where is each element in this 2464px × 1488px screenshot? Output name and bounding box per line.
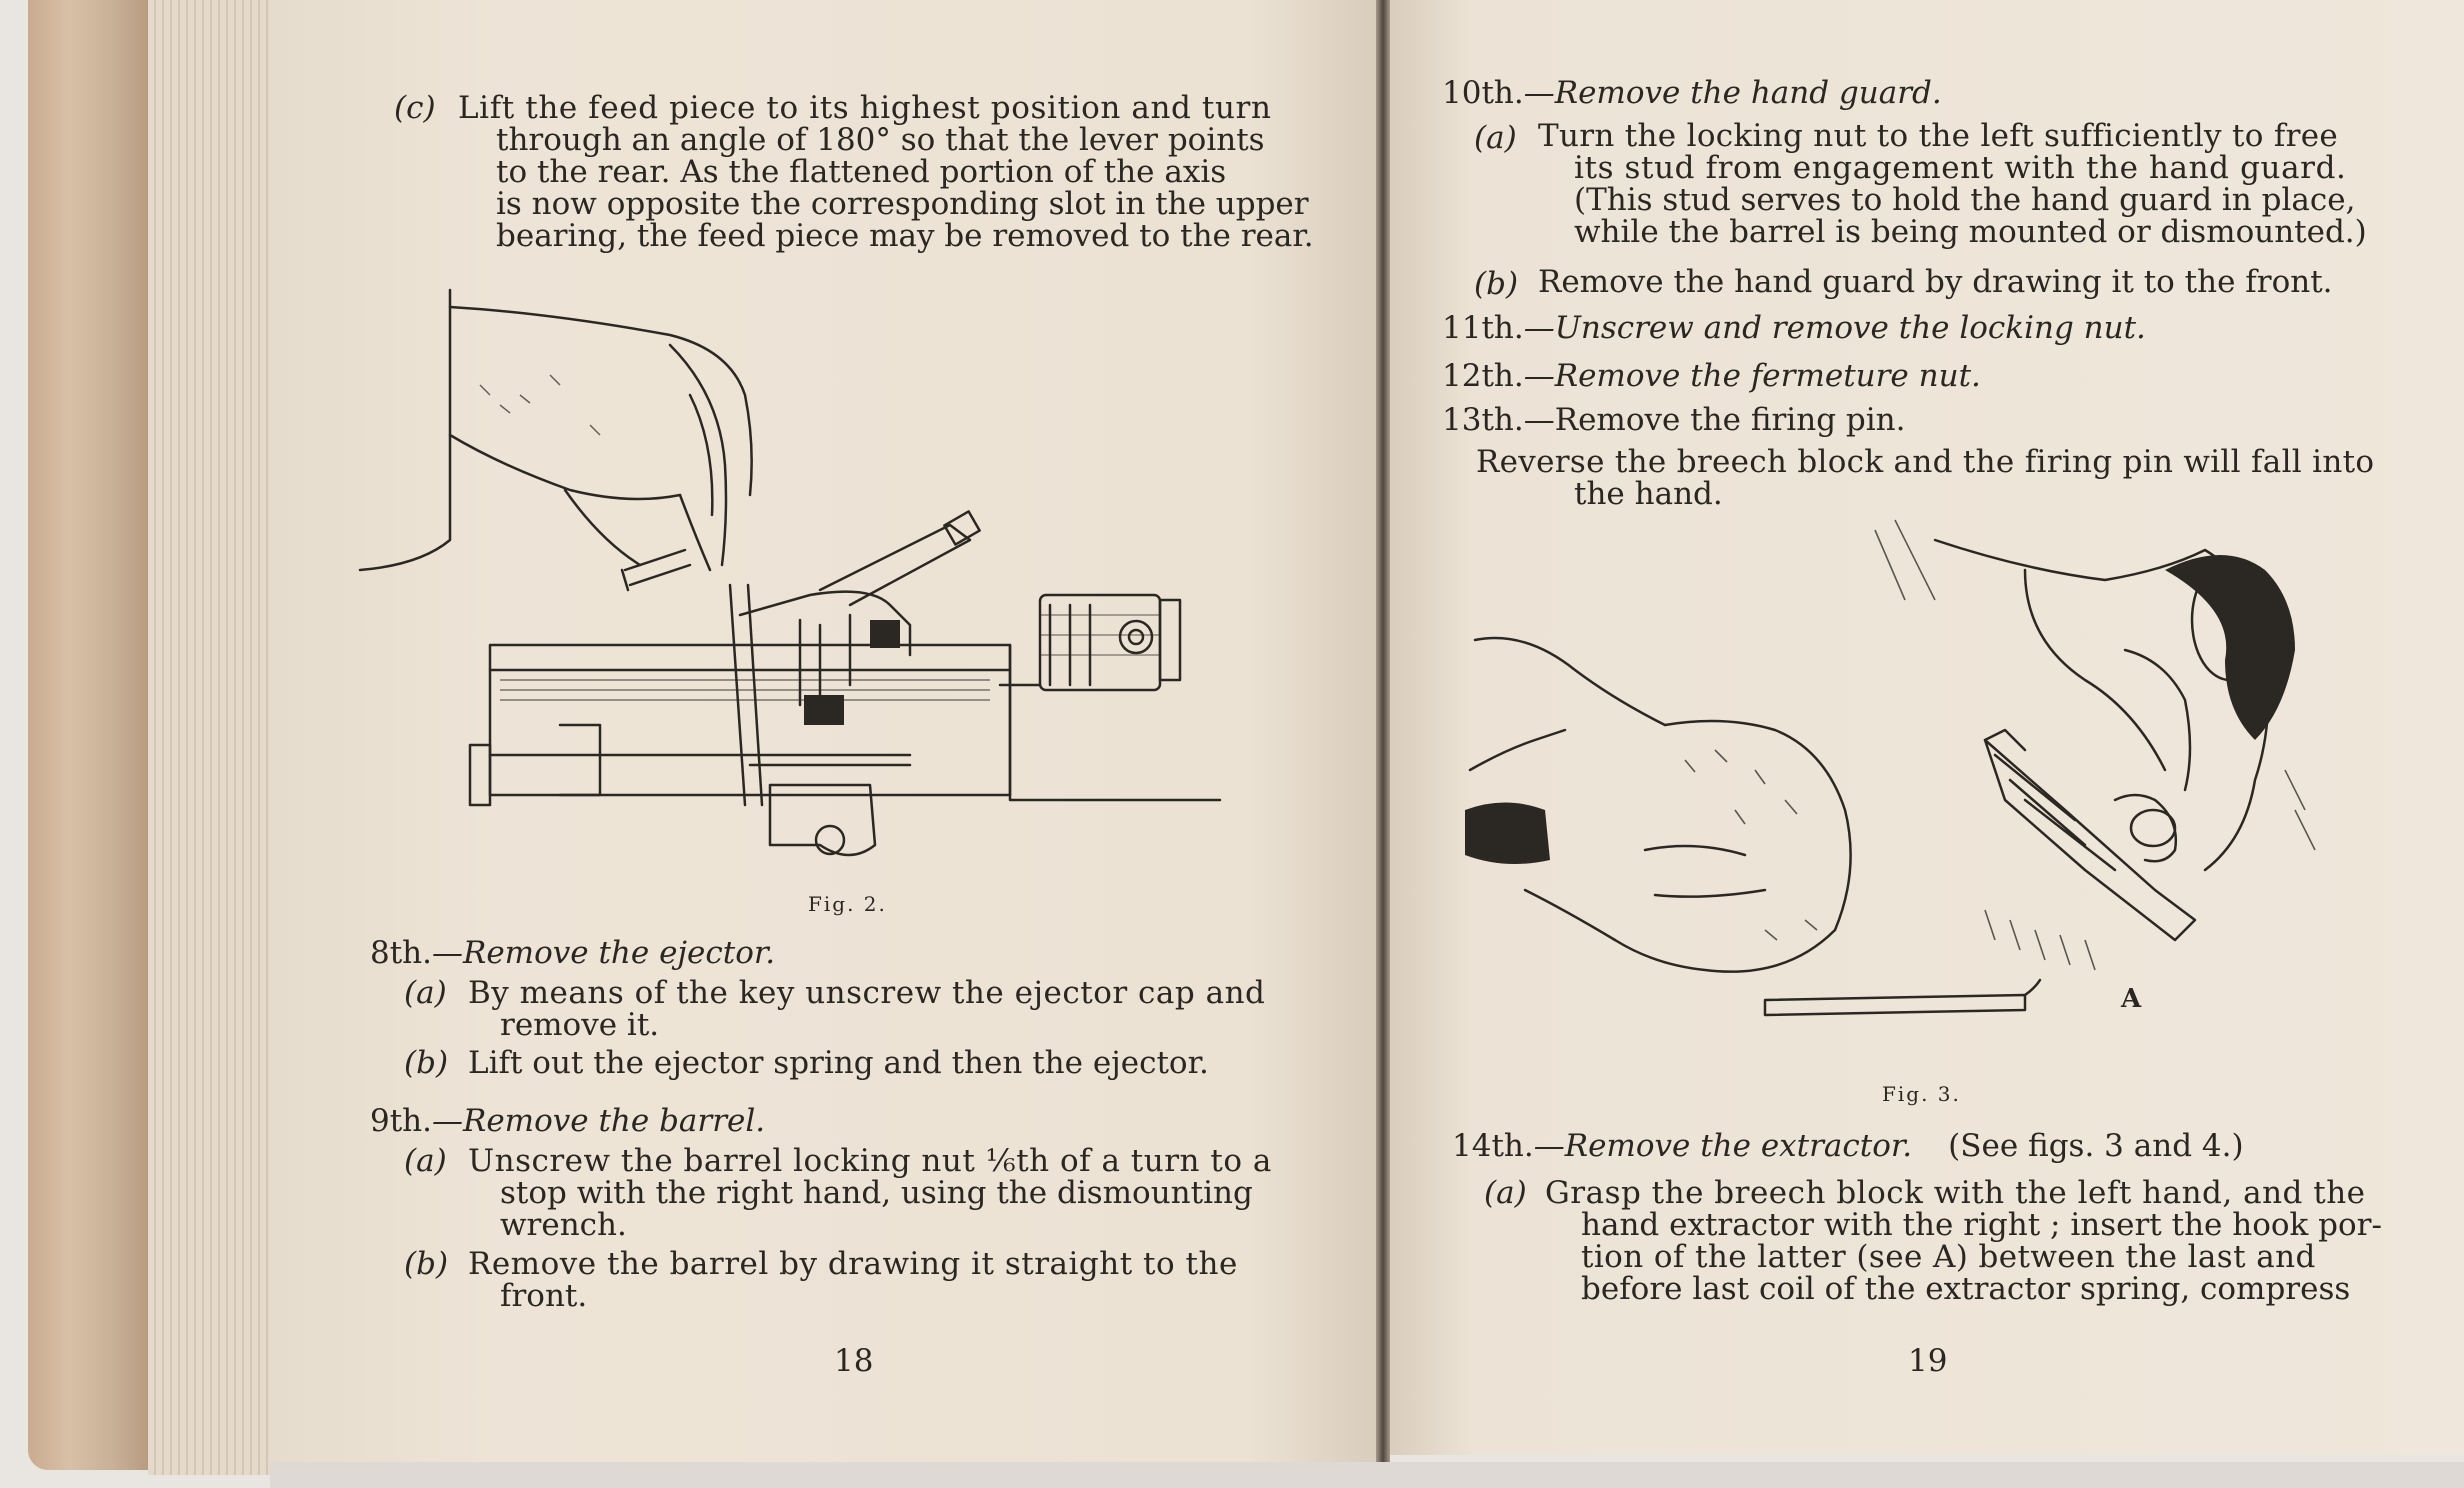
background-surface bbox=[270, 1462, 2464, 1488]
step-9b-line-1: Remove the barrel by drawing it straight to the bbox=[468, 1246, 1238, 1282]
book-gutter bbox=[1376, 0, 1390, 1470]
reverse-line-1: Reverse the breech block and the firing pin will fall into bbox=[1476, 444, 2375, 480]
step-9a-line-3: wrench. bbox=[500, 1207, 627, 1243]
page-number-left: 18 bbox=[834, 1343, 874, 1379]
step-14a-text bbox=[1545, 1177, 2382, 1305]
step-10-heading bbox=[1442, 77, 1942, 109]
step-8-number: 8th. bbox=[370, 935, 432, 971]
step-9-heading bbox=[370, 1105, 765, 1137]
step-14a-line-2: hand extractor with the right ; insert the hook por- bbox=[1581, 1207, 2382, 1243]
step-14a-line-4: before last coil of the extractor spring, compress bbox=[1581, 1271, 2351, 1307]
step-8a-text bbox=[468, 977, 1265, 1041]
step-10a-line-2: its stud from engagement with the hand guard. bbox=[1574, 150, 2347, 186]
step-10b-line-1: Remove the hand guard by drawing it to the front. bbox=[1538, 264, 2333, 300]
step-8a-line-2: remove it. bbox=[500, 1007, 660, 1043]
step-14-heading bbox=[1452, 1130, 2244, 1162]
step-14-note: (See figs. 3 and 4.) bbox=[1948, 1128, 2244, 1164]
step-14a-line-3: tion of the latter (see A) between the last and bbox=[1581, 1239, 2316, 1275]
step-10-title: —Remove the hand guard. bbox=[1523, 75, 1942, 111]
step-10-number: 10th. bbox=[1442, 75, 1524, 111]
step-14a-label: (a) bbox=[1484, 1175, 1527, 1211]
step-9-number: 9th. bbox=[370, 1103, 432, 1139]
step-13-heading bbox=[1442, 404, 1905, 436]
step-9b-label: (b) bbox=[404, 1246, 449, 1282]
step-8b-label: (b) bbox=[404, 1045, 449, 1081]
para-c-label: (c) bbox=[394, 90, 436, 126]
step-12-heading bbox=[1442, 360, 1981, 392]
step-10b-label: (b) bbox=[1474, 266, 1519, 302]
figure-3-label-a: A bbox=[2121, 984, 2142, 1014]
step-9b-line-2: front. bbox=[500, 1278, 588, 1314]
figure-3-caption: Fig. 3. bbox=[1882, 1082, 1961, 1106]
para-c-line-4: is now opposite the corresponding slot in the upper bbox=[496, 186, 1309, 222]
book-cover-edge bbox=[28, 0, 148, 1470]
step-10a-line-4: while the barrel is being mounted or dismounted.) bbox=[1574, 214, 2367, 250]
step-8a-line-1: By means of the key unscrew the ejector cap and bbox=[468, 975, 1266, 1011]
step-10a-text bbox=[1538, 120, 2367, 248]
page-number-right: 19 bbox=[1908, 1343, 1948, 1379]
para-c-line-3: to the rear. As the flattened portion of the axis bbox=[496, 154, 1227, 190]
step-9a-line-1: Unscrew the barrel locking nut ⅙th of a turn to a bbox=[468, 1143, 1272, 1179]
step-11-number: 11th. bbox=[1442, 310, 1524, 346]
figure-2-caption: Fig. 2. bbox=[808, 892, 887, 916]
step-8-title: —Remove the ejector. bbox=[432, 935, 776, 971]
step-10a-line-3: (This stud serves to hold the hand guard in place, bbox=[1574, 182, 2356, 218]
step-8a-label: (a) bbox=[404, 975, 447, 1011]
step-13-number: 13th. bbox=[1442, 402, 1524, 438]
step-11-heading bbox=[1442, 312, 2146, 344]
step-8-heading bbox=[370, 937, 775, 969]
step-9a-text bbox=[468, 1145, 1272, 1241]
step-10a-label: (a) bbox=[1474, 120, 1517, 156]
step-14a-line-1: Grasp the breech block with the left hand, and the bbox=[1545, 1175, 2366, 1211]
para-c-text bbox=[458, 92, 1314, 252]
figure-2-illustration bbox=[350, 285, 1310, 875]
step-8b-line-1: Lift out the ejector spring and then the ejector. bbox=[468, 1045, 1209, 1081]
step-9-title: —Remove the barrel. bbox=[432, 1103, 766, 1139]
step-11-title: —Unscrew and remove the locking nut. bbox=[1523, 310, 2146, 346]
reverse-line-2: the hand. bbox=[1574, 476, 1723, 512]
step-9a-line-2: stop with the right hand, using the dismounting bbox=[500, 1175, 1253, 1211]
step-12-number: 12th. bbox=[1442, 358, 1524, 394]
reverse-note bbox=[1476, 446, 2374, 510]
step-9b-text bbox=[468, 1248, 1238, 1312]
para-c-line-2: through an angle of 180° so that the lever points bbox=[496, 122, 1265, 158]
step-13-title: —Remove the firing pin. bbox=[1523, 402, 1906, 438]
step-10b-text bbox=[1538, 266, 2333, 298]
figure-3-illustration bbox=[1465, 510, 2385, 1070]
step-8b-text bbox=[468, 1047, 1209, 1079]
step-10a-line-1: Turn the locking nut to the left sufficiently to free bbox=[1538, 118, 2339, 154]
para-c-line-5: bearing, the feed piece may be removed to the rear. bbox=[496, 218, 1314, 254]
step-12-title: —Remove the fermeture nut. bbox=[1523, 358, 1981, 394]
step-14-number: 14th. bbox=[1452, 1128, 1534, 1164]
para-c-line-1: Lift the feed piece to its highest position and turn bbox=[458, 90, 1272, 126]
step-9a-label: (a) bbox=[404, 1143, 447, 1179]
page-stack-edge bbox=[148, 0, 278, 1475]
step-14-title: —Remove the extractor. bbox=[1533, 1128, 1913, 1164]
